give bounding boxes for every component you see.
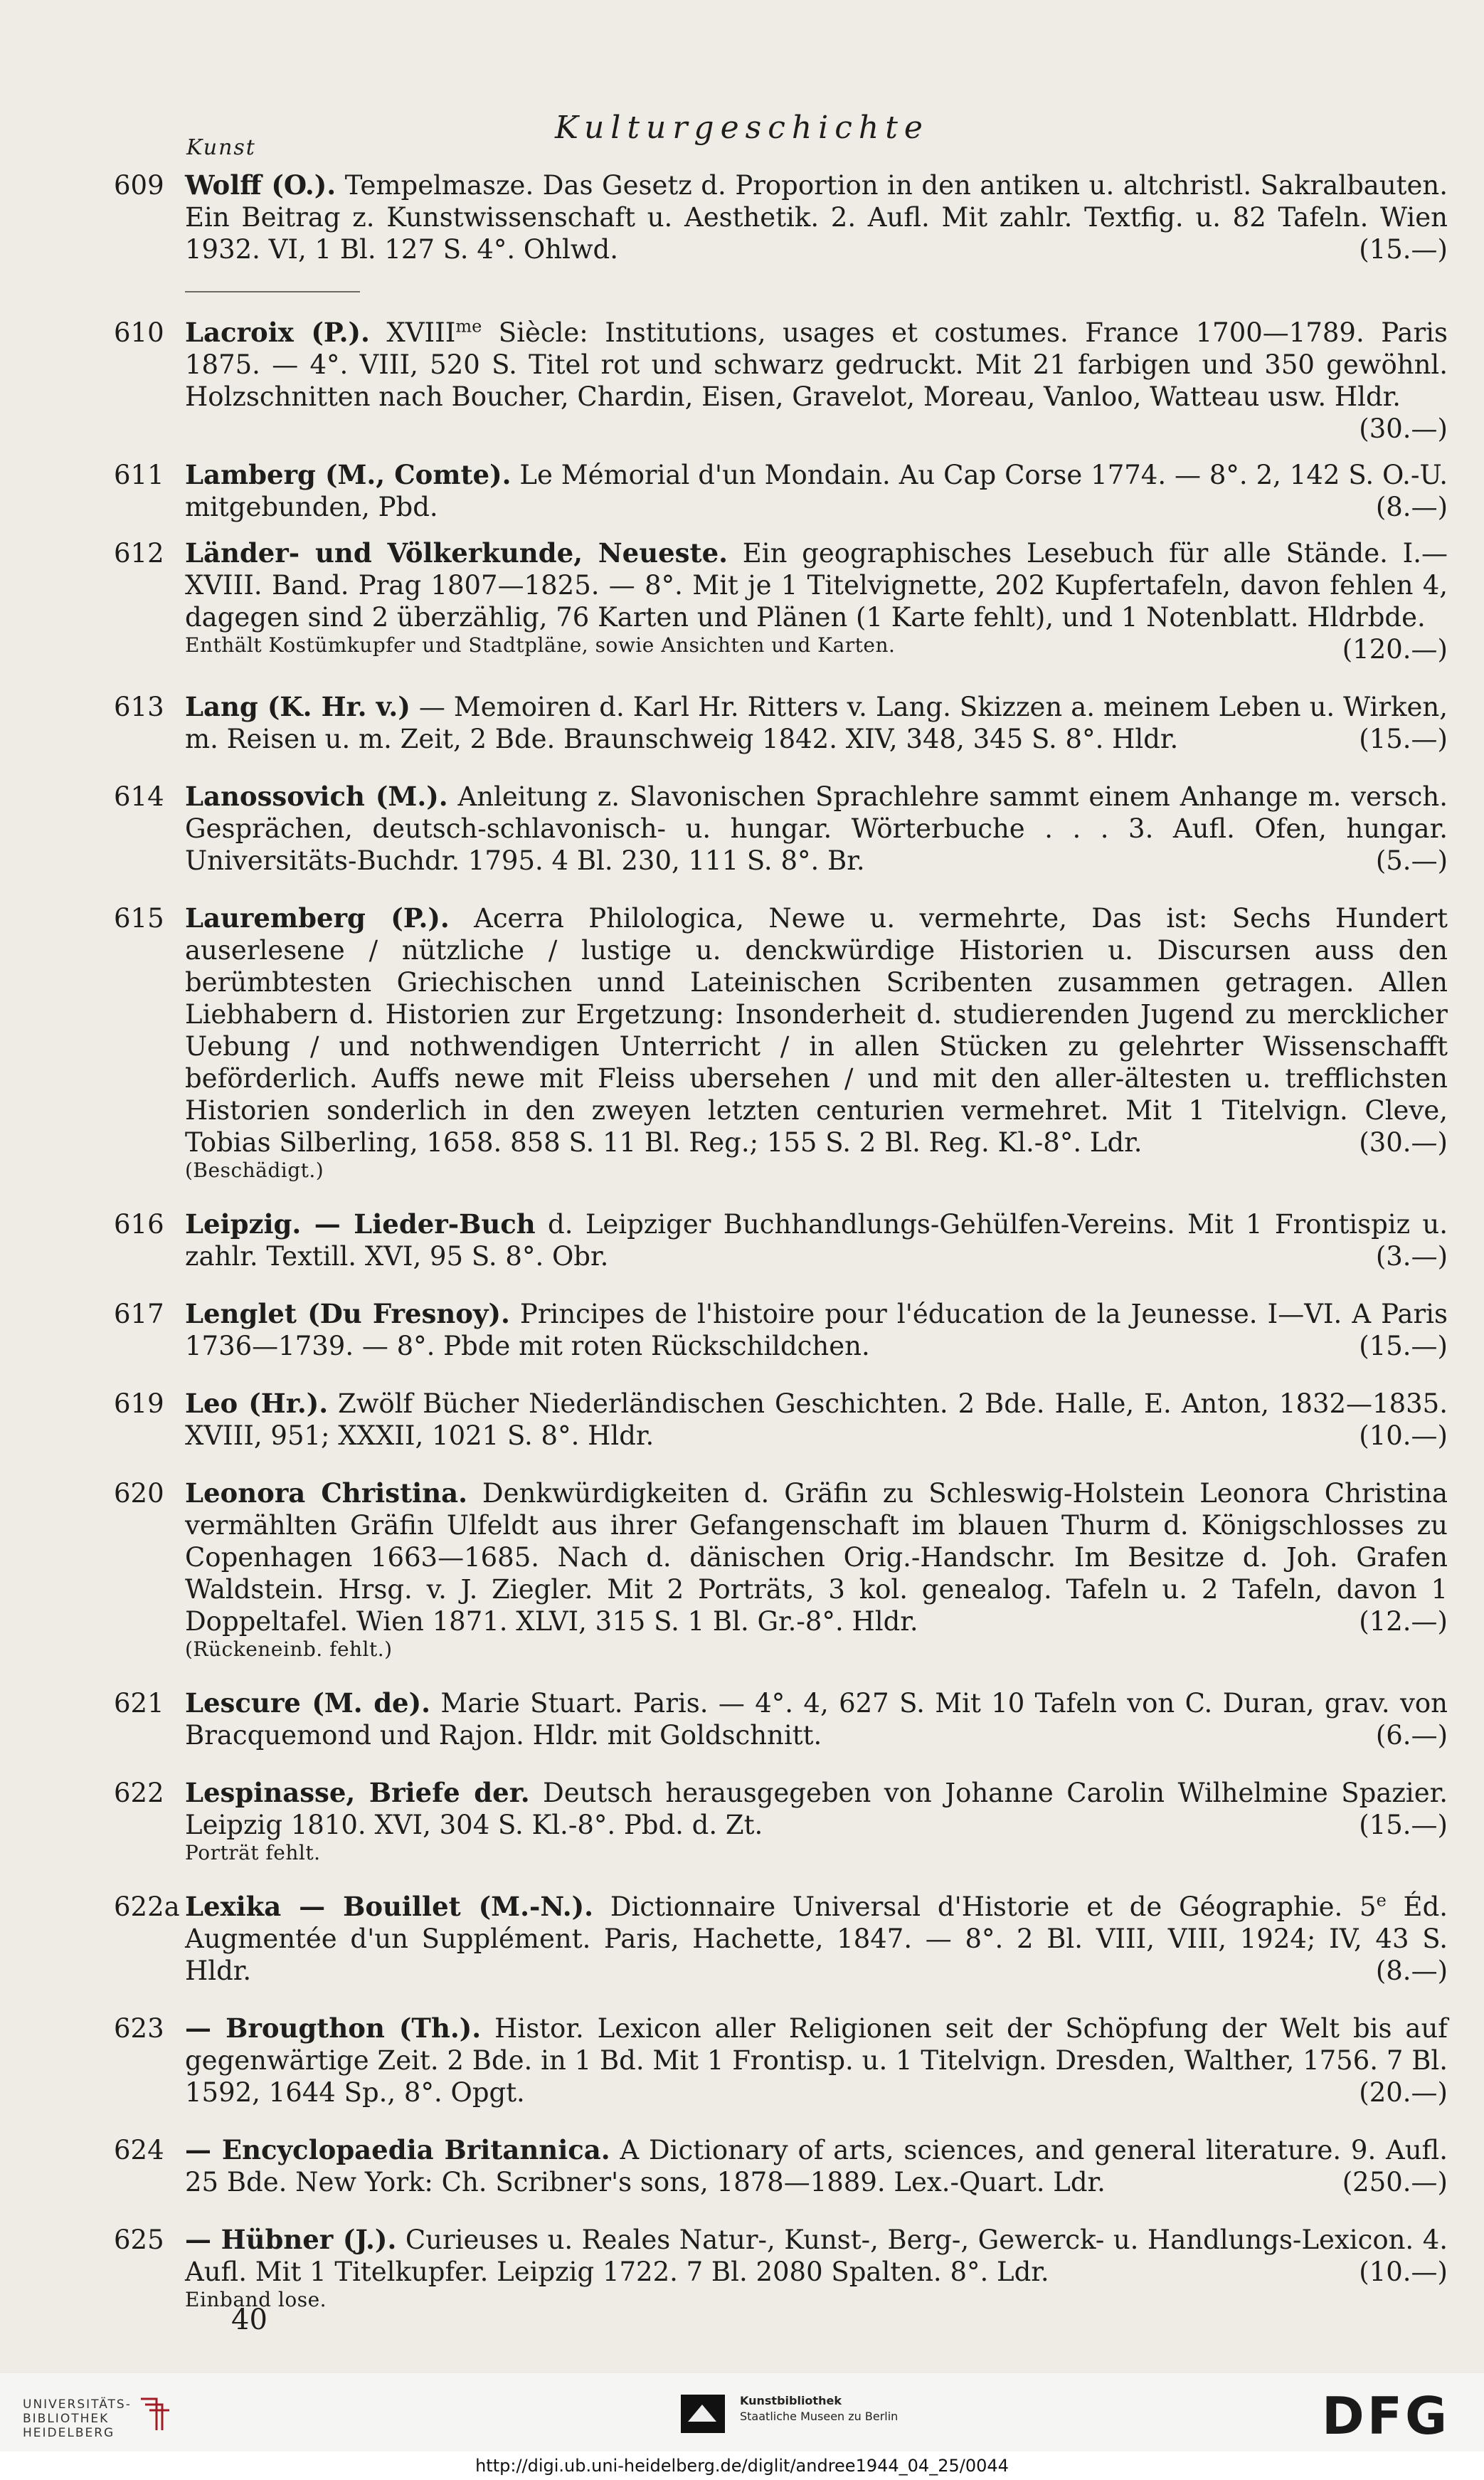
- entry-number: 611: [114, 460, 164, 490]
- entry-description: Denkwürdigkeiten d. Gräfin zu Schleswig-Holstein Leonora Christina vermählten Gräfin Ulfeldt aus ihrer Gefangenschaft im blauen Thurm d. Königschlosses zu Copenhagen 1663—1685. Nach d. dänischen Orig.-Handschr. Im Besitze d. Joh. Grafen Waldstein. Hrsg. v. J. Ziegler. Mit 2 Porträts, 3 kol. genealog. Tafeln u. 2 Tafeln, davon 1 Doppeltafel. Wien 1871. XLVI, 315 S. 1 Bl. Gr.-8°. Hldr.: [185, 1478, 1448, 1637]
- entry-author: Lespinasse, Briefe der.: [185, 1777, 530, 1808]
- catalog-entry: [114, 169, 1451, 265]
- entry-description: Curieuses u. Reales Natur-, Kunst-, Berg-, Gewerck- u. Handlungs-Lexicon. 4. Aufl. Mit 1 Titelkupfer. Leipzig 1722. 7 Bl. 2080 Spalten. 8°. Ldr.: [185, 2225, 1448, 2287]
- entry-number: 615: [114, 903, 164, 934]
- digitization-footer: [0, 2373, 1484, 2452]
- entry-description: Acerra Philologica, Newe u. vermehrte, Das ist: Sechs Hundert auserlesene / nützliche / lustige u. denckwürdige Historien u. Discursen auss den berümbtesten Griechischen unnd Lateinischen Scribenten zusammen getragen. Allen Liebhabern d. Historien zur Ergetzung: Insonderheit d. studierenden Jugend zu mercklicher Uebung / und nothwendigen Unterricht / in allen Stücken zu gelehrter Wissenschafft beförderlich. Auffs newe mit Fleiss ubersehen / und mit den aller-ältesten u. trefflichsten Historien sonderlich in den zweyen letzten centurien vermehret. Mit 1 Titelvign. Cleve, Tobias Silberling, 1658. 858 S. 11 Bl. Reg.; 155 S. 2 Bl. Reg. Kl.-8°. Ldr.: [185, 903, 1448, 1158]
- entry-number: 623: [114, 2013, 164, 2044]
- catalog-entry: [114, 1891, 1451, 1987]
- entry-description: Marie Stuart. Paris. — 4°. 4, 627 S. Mit 10 Tafeln von C. Duran, grav. von Bracquemond und Rajon. Hldr. mit Goldschnitt.: [185, 1688, 1448, 1751]
- catalog-entry: [114, 1477, 1451, 1662]
- entry-number: 610: [114, 317, 164, 348]
- entry-number: 612: [114, 538, 164, 569]
- entry-number: 617: [114, 1299, 164, 1329]
- entry-description-cont: Éd. Augmentée d'un Supplément. Paris, Hachette, 1847. — 8°. 2 Bl. VIII, VIII, 1924; IV, 43 S. Hldr.: [185, 1891, 1448, 1986]
- entry-description: Zwölf Bücher Niederländischen Geschichten. 2 Bde. Halle, E. Anton, 1832—1835. XVIII, 951; XXXII, 1021 S. 8°. Hldr.: [185, 1388, 1448, 1451]
- entry-text: [185, 1477, 1448, 1662]
- entry-number: 624: [114, 2135, 164, 2165]
- entry-description: — Memoiren d. Karl Hr. Ritters v. Lang. Skizzen a. meinem Leben u. Wirken, m. Reisen u. m. Zeit, 2 Bde. Braunschweig 1842. XIV, 348, 345 S. 8°. Hldr.: [185, 692, 1448, 754]
- entry-author: Länder- und Völkerkunde, Neueste.: [185, 537, 728, 569]
- entry-description: A Dictionary of arts, sciences, and general literature. 9. Aufl. 25 Bde. New York: Ch. Scribner's sons, 1878—1889. Lex.-Quart. Ldr.: [185, 2135, 1448, 2197]
- entry-description-cont: Siècle: Institutions, usages et costumes. France 1700—1789. Paris 1875. — 4°. VIII, 520 S. Titel rot und schwarz gedruckt. Mit 21 farbigen und 350 gewöhnl. Holzschnitten nach Boucher, Chardin, Eisen, Gravelot, Moreau, Vanloo, Watteau usw. Hldr.: [185, 317, 1448, 412]
- catalog-entry: [114, 537, 1451, 665]
- entry-price: (12.—): [1359, 1606, 1448, 1637]
- kb-name-line: Staatliche Museen zu Berlin: [740, 2410, 899, 2423]
- catalog-entry: [114, 2224, 1451, 2312]
- entry-number: 616: [114, 1209, 164, 1240]
- entry-note: (Beschädigt.): [185, 1159, 324, 1182]
- entry-author: Lang (K. Hr. v.): [185, 691, 410, 722]
- entry-number: 619: [114, 1388, 164, 1419]
- entry-author: — Encyclopaedia Britannica.: [185, 2134, 610, 2165]
- entry-description: Anleitung z. Slavonischen Sprachlehre sammt einem Anhange m. versch. Gesprächen, deutsch-schlavonisch- u. hungar. Wörterbuche . . . 3. Aufl. Ofen, hungar. Universitäts-Buchdr. 1795. 4 Bl. 230, 111 S. 8°. Br.: [185, 781, 1448, 876]
- entry-number: 621: [114, 1688, 164, 1719]
- entry-list: [114, 169, 1451, 2338]
- catalog-entry: [114, 1298, 1451, 1362]
- divider-rule: [185, 291, 360, 292]
- entry-text: [185, 1298, 1448, 1362]
- entry-author: Lacroix (P.).: [185, 317, 370, 348]
- superscript: e: [1376, 1890, 1387, 1911]
- entry-author: Wolff (O.).: [185, 169, 336, 201]
- entry-author: Lenglet (Du Fresnoy).: [185, 1298, 510, 1329]
- entry-price: (15.—): [1359, 234, 1448, 265]
- entry-text: [185, 1777, 1448, 1865]
- entry-price: (250.—): [1342, 2167, 1448, 2197]
- entry-description: Le Mémorial d'un Mondain. Au Cap Corse 1774. — 8°. 2, 142 S. O.-U. mitgebunden, Pbd.: [185, 460, 1448, 522]
- entry-note: Einband lose.: [185, 2288, 327, 2311]
- entry-description: Principes de l'histoire pour l'éducation de la Jeunesse. I—VI. A Paris 1736—1739. — 8°. Pbde mit roten Rückschildchen.: [185, 1299, 1448, 1361]
- kunstbibliothek-logo-icon[interactable]: [681, 2390, 728, 2437]
- entry-price: (30.—): [1359, 1127, 1448, 1158]
- entry-description: Ein geographisches Lesebuch für alle Stände. I.—XVIII. Band. Prag 1807—1825. — 8°. Mit je 1 Titelvignette, 202 Kupfertafeln, davon fehlen 4, dagegen sind 2 überzählig, 76 Karten und Plänen (1 Karte fehlt), und 1 Notenblatt. Hldrbde.: [185, 538, 1448, 633]
- entry-price: (10.—): [1359, 1420, 1448, 1451]
- entry-text: [185, 1687, 1448, 1751]
- entry-author: Lanossovich (M.).: [185, 781, 448, 812]
- catalog-entry: [114, 459, 1451, 523]
- catalog-entry: [114, 2134, 1451, 2198]
- entry-description: Deutsch herausgegeben von Johanne Carolin Wilhelmine Spazier. Leipzig 1810. XVI, 304 S. Kl.-8°. Pbd. d. Zt.: [185, 1778, 1448, 1840]
- entry-author: — Hübner (J.).: [185, 2224, 397, 2255]
- entry-author: Leipzig. — Lieder-Buch: [185, 1208, 536, 1240]
- entry-text: [185, 2134, 1448, 2198]
- entry-number: 625: [114, 2225, 164, 2255]
- entry-number: 614: [114, 781, 164, 812]
- entry-description: Histor. Lexicon aller Religionen seit der Schöpfung der Welt bis auf gegenwärtige Zeit. 2 Bde. in 1 Bd. Mit 1 Frontisp. u. 1 Titelvign. Dresden, Walther, 1756. 7 Bl. 1592, 1644 Sp., 8°. Opgt.: [185, 2013, 1448, 2108]
- catalog-entry: [114, 2012, 1451, 2109]
- catalog-entry: [114, 317, 1451, 445]
- entry-price: (5.—): [1375, 845, 1448, 876]
- uni-name-line: HEIDELBERG: [23, 2426, 115, 2440]
- entry-price: (8.—): [1375, 492, 1448, 522]
- kunstbibliothek-name[interactable]: [740, 2393, 898, 2424]
- entry-price: (3.—): [1375, 1241, 1448, 1272]
- source-url-link[interactable]: http://digi.ub.uni-heidelberg.de/diglit/andree1944_04_25/0044: [475, 2456, 1009, 2476]
- entry-number: 622a: [114, 1891, 180, 1922]
- catalog-entry: [114, 902, 1451, 1183]
- entry-text: [185, 1388, 1448, 1452]
- entry-text: [185, 169, 1448, 265]
- entry-text: [185, 691, 1448, 755]
- catalog-entry: [114, 1388, 1451, 1452]
- entry-author: Leonora Christina.: [185, 1477, 467, 1509]
- entry-price: (20.—): [1359, 2077, 1448, 2108]
- entry-number: 622: [114, 1778, 164, 1808]
- dfg-logo[interactable]: DFG: [1322, 2386, 1451, 2446]
- entry-price: (15.—): [1359, 1810, 1448, 1840]
- entry-number: 620: [114, 1478, 164, 1509]
- entry-price: (15.—): [1359, 1331, 1448, 1361]
- entry-price: (8.—): [1375, 1956, 1448, 1986]
- entry-text: [185, 537, 1448, 665]
- uni-name-line: BIBLIOTHEK: [23, 2412, 110, 2426]
- entry-description: Dictionnaire Universal d'Historie et de Géographie. 5: [593, 1891, 1377, 1922]
- catalog-entry: [114, 1777, 1451, 1865]
- catalog-entry: [114, 781, 1451, 877]
- entry-author: — Brougthon (Th.).: [185, 2012, 482, 2044]
- entry-description: XVIII: [369, 317, 456, 348]
- entry-author: Lamberg (M., Comte).: [185, 459, 512, 490]
- entry-text: [185, 317, 1448, 445]
- university-logo-icon[interactable]: [135, 2393, 178, 2436]
- entry-price: (10.—): [1359, 2257, 1448, 2287]
- entry-text: [185, 1891, 1448, 1987]
- entry-number: 613: [114, 692, 164, 722]
- entry-price: (15.—): [1359, 724, 1448, 754]
- university-library-name[interactable]: [23, 2397, 132, 2440]
- entry-note: Enthält Kostümkupfer und Stadtpläne, sowie Ansichten und Karten.: [185, 633, 896, 657]
- entry-description: d. Leipziger Buchhandlungs-Gehülfen-Vereins. Mit 1 Frontispiz u. zahlr. Textill. XVI, 95 S. 8°. Obr.: [185, 1209, 1448, 1272]
- running-title: Kulturgeschichte: [555, 110, 929, 146]
- entry-price: (120.—): [1342, 634, 1448, 665]
- entry-note: Porträt fehlt.: [185, 1841, 321, 1864]
- entry-author: Lauremberg (P.).: [185, 902, 450, 934]
- entry-number: 609: [114, 170, 164, 201]
- entry-text: [185, 2224, 1448, 2312]
- entry-text: [185, 902, 1448, 1183]
- entry-author: Leo (Hr.).: [185, 1388, 329, 1419]
- entry-text: [185, 1208, 1448, 1272]
- entry-author: Lescure (M. de).: [185, 1687, 430, 1719]
- kb-name-line: Kunstbibliothek: [740, 2394, 842, 2407]
- superscript: me: [455, 316, 482, 337]
- source-url-bar: [0, 2452, 1484, 2480]
- entry-price: (6.—): [1375, 1720, 1448, 1751]
- entry-note: (Rückeneinb. fehlt.): [185, 1637, 393, 1661]
- entry-text: [185, 459, 1448, 523]
- section-label: Kunst: [186, 135, 256, 160]
- uni-name-line: UNIVERSITÄTS-: [23, 2397, 132, 2412]
- entry-description: Tempelmasze. Das Gesetz d. Proportion in den antiken u. altchristl. Sakralbauten. Ein Beitrag z. Kunstwissenschaft u. Aesthetik. 2. Aufl. Mit zahlr. Textfig. u. 82 Tafeln. Wien 1932. VI, 1 Bl. 127 S. 4°. Ohlwd.: [185, 170, 1448, 265]
- page-number: 40: [231, 2304, 267, 2336]
- entry-price: (30.—): [1359, 413, 1448, 444]
- entry-text: [185, 2012, 1448, 2109]
- entry-author: Lexika — Bouillet (M.-N.).: [185, 1891, 594, 1922]
- catalog-entry: [114, 1208, 1451, 1272]
- catalog-entry: [114, 691, 1451, 755]
- catalog-entry: [114, 1687, 1451, 1751]
- entry-text: [185, 781, 1448, 877]
